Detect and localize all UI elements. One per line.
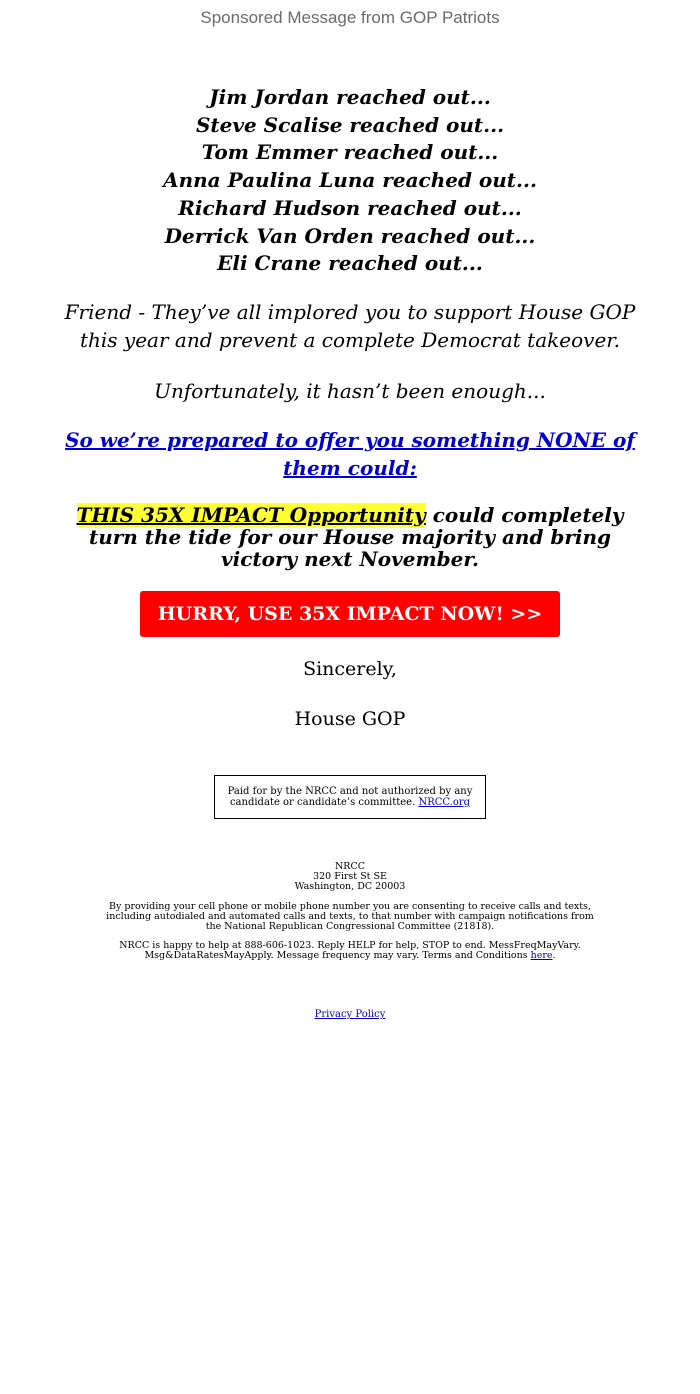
disclaimer-text: Paid for by the NRCC and not authorized by any candidate or candidate’s committee. (227, 786, 473, 808)
paid-for-disclaimer-box (214, 775, 486, 819)
sms-help-text (100, 941, 600, 961)
period: . (552, 950, 556, 961)
closing-text: Sincerely, (303, 658, 397, 680)
address-org: NRCC (334, 861, 365, 872)
sms-consent-text: By providing your cell phone or mobile phone number you are consenting to receive calls and texts, including autodialed and automated calls and texts, to that number with campaign notifications from the National Republican Congressional Committee (21818). (106, 901, 594, 932)
names-list (50, 84, 650, 278)
unfortunately-paragraph: Unfortunately, it hasn’t been enough... (154, 379, 546, 403)
sponsor-line: Sponsored Message from GOP Patriots (200, 8, 500, 27)
impact-highlight-link[interactable]: THIS 35X IMPACT Opportunity (76, 503, 426, 527)
name-line: Tom Emmer reached out... (201, 140, 499, 165)
name-line: Richard Hudson reached out... (178, 195, 522, 220)
impact-text: could completely turn the tide for our House majority and bring victory next November. (88, 503, 624, 571)
appeal-paragraph: Friend - They’ve all implored you to support House GOP this year and prevent a complete Democrat takeover. (64, 300, 636, 352)
privacy-policy-row (0, 1009, 700, 1020)
offer-link[interactable]: So we’re prepared to offer you something NONE of them could: (65, 428, 635, 480)
name-line: Steve Scalise reached out... (195, 112, 505, 137)
terms-link[interactable]: here (530, 950, 553, 961)
address-street: 320 First St SE (313, 871, 387, 882)
mailing-address (100, 862, 600, 892)
signature-text: House GOP (294, 708, 406, 730)
email-body (50, 84, 650, 730)
name-line: Anna Paulina Luna reached out... (163, 168, 537, 193)
privacy-policy-link[interactable]: Privacy Policy (314, 1009, 386, 1020)
offer-paragraph (50, 426, 650, 482)
name-line: Derrick Van Orden reached out... (164, 223, 536, 248)
impact-paragraph (60, 504, 640, 570)
name-line: Eli Crane reached out... (217, 251, 483, 276)
nrcc-link[interactable]: NRCC.org (418, 797, 471, 808)
help-text: NRCC is happy to help at 888-606-1023. Reply HELP for help, STOP to end. MessFreqMayVary. Msg&DataRatesMayApply. Message frequency may vary. Terms and Conditions (119, 940, 581, 961)
cta-button[interactable]: HURRY, USE 35X IMPACT NOW! >> (140, 591, 560, 637)
name-line: Jim Jordan reached out... (209, 85, 491, 109)
address-city: Washington, DC 20003 (294, 881, 406, 892)
